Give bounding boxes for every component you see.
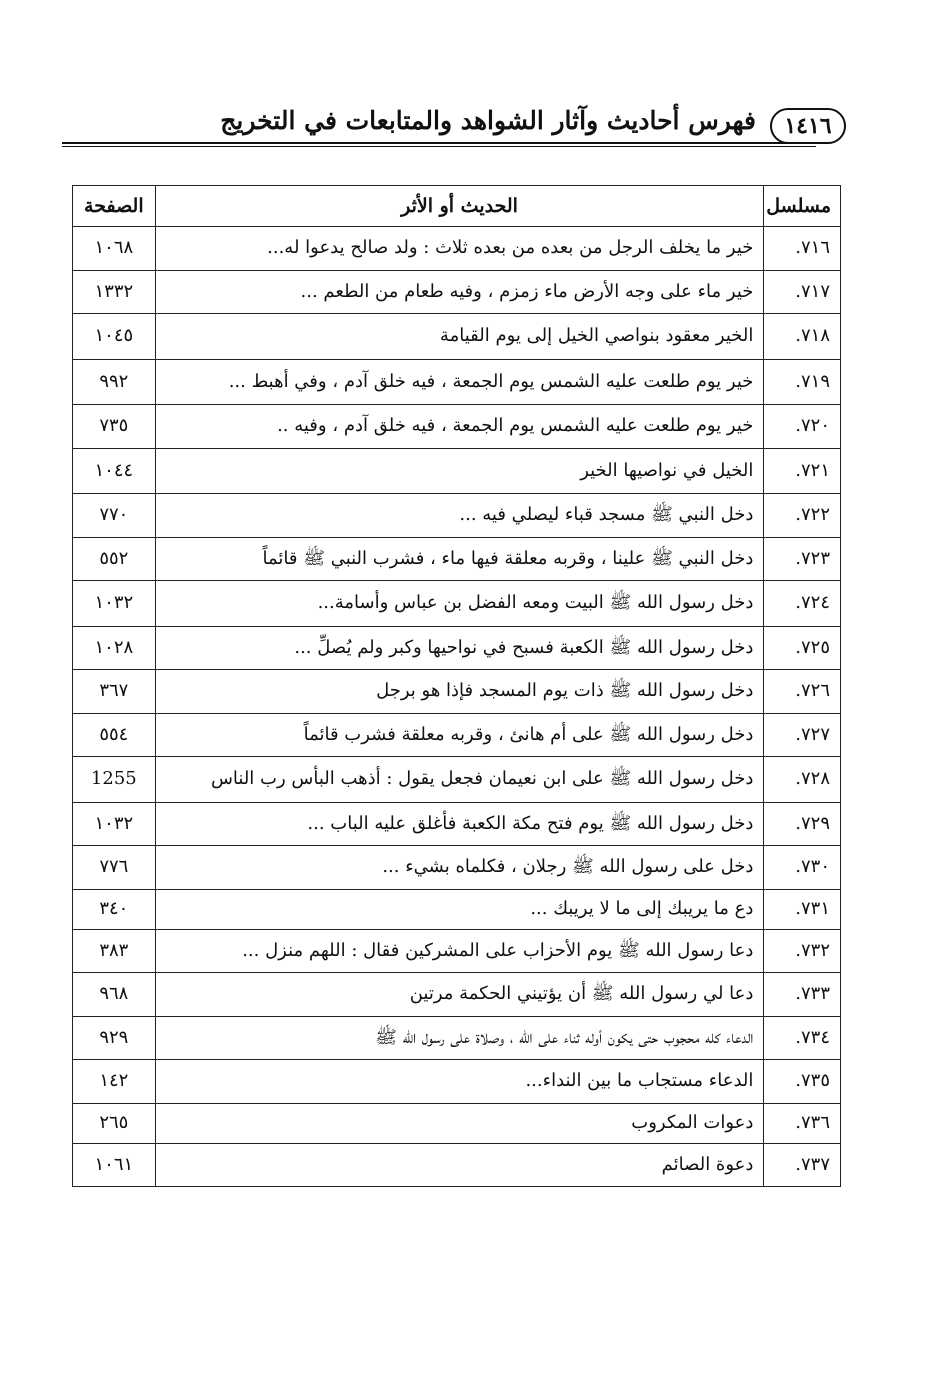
column-header-page: الصفحة xyxy=(73,186,156,227)
row-serial: ٧٢٦. xyxy=(764,670,841,714)
page-title: فهرس أحاديث وآثار الشواهد والمتابعات في التخريج xyxy=(220,106,756,135)
row-serial: ٧٢٣. xyxy=(764,537,841,581)
row-page: ١٠٤٤ xyxy=(73,448,156,494)
row-text: دعوة الصائم xyxy=(155,1143,764,1187)
row-page: ١٠٦٨ xyxy=(73,227,156,271)
row-serial: ٧٢٤. xyxy=(764,581,841,627)
row-page: 1255 xyxy=(73,757,156,803)
row-serial: ٧٢٧. xyxy=(764,713,841,757)
table-header-row xyxy=(73,186,841,227)
row-text: خير ما يخلف الرجل من بعده من بعده ثلاث : ولد صالح يدعوا له... xyxy=(155,227,764,271)
column-header-serial: مسلسل xyxy=(764,186,841,227)
row-text: دخل النبي ﷺ علينا ، وقربه معلقة فيها ماء ، فشرب النبي ﷺ قائماً xyxy=(155,537,764,581)
row-page: ١٠٢٨ xyxy=(73,626,156,670)
row-page: ٩٩٢ xyxy=(73,359,156,405)
table-row xyxy=(73,626,841,670)
row-page: ١٠٤٥ xyxy=(73,314,156,360)
table-row xyxy=(73,270,841,314)
row-serial: ٧٣٢. xyxy=(764,929,841,973)
row-page: ٢٦٥ xyxy=(73,1103,156,1143)
table-row xyxy=(73,494,841,538)
row-serial: ٧٣٥. xyxy=(764,1060,841,1104)
page-header xyxy=(62,100,846,152)
row-serial: ٧٢٨. xyxy=(764,757,841,803)
row-serial: ٧١٩. xyxy=(764,359,841,405)
table-row xyxy=(73,448,841,494)
row-page: ٧٧٠ xyxy=(73,494,156,538)
table-row xyxy=(73,1016,841,1060)
table-row xyxy=(73,405,841,449)
table-row xyxy=(73,581,841,627)
row-page: ٧٣٥ xyxy=(73,405,156,449)
row-text: خير يوم طلعت عليه الشمس يوم الجمعة ، فيه خلق آدم ، وفيه .. xyxy=(155,405,764,449)
row-page: ٣٤٠ xyxy=(73,889,156,929)
row-page: ١٠٦١ xyxy=(73,1143,156,1187)
table-row xyxy=(73,670,841,714)
page-number: ١٤١٦ xyxy=(770,108,846,144)
hadith-index-table xyxy=(72,185,841,1187)
row-serial: ٧٢٢. xyxy=(764,494,841,538)
table-row xyxy=(73,802,841,846)
row-page: ٩٦٨ xyxy=(73,973,156,1017)
row-text: دخل النبي ﷺ مسجد قباء ليصلي فيه ... xyxy=(155,494,764,538)
row-serial: ٧١٧. xyxy=(764,270,841,314)
row-text: دعا رسول الله ﷺ يوم الأحزاب على المشركين فقال : اللهم منزل ... xyxy=(155,929,764,973)
row-text: خير يوم طلعت عليه الشمس يوم الجمعة ، فيه خلق آدم ، وفي أهبط ... xyxy=(155,359,764,405)
row-text: دخل رسول الله ﷺ الكعبة فسبح في نواحيها وكبر ولم يُصلِّ ... xyxy=(155,626,764,670)
row-text: الدعاء كله محجوب حتى يكون أوله ثناء على الله ، وصلاة على رسول الله ﷺ xyxy=(155,1016,764,1060)
row-page: ٣٨٣ xyxy=(73,929,156,973)
row-text: دخل رسول الله ﷺ على أم هانئ ، وقربه معلقة فشرب قائماً xyxy=(155,713,764,757)
table-row xyxy=(73,537,841,581)
table-row xyxy=(73,359,841,405)
row-serial: ٧١٨. xyxy=(764,314,841,360)
table-row xyxy=(73,973,841,1017)
column-header-text: الحديث أو الأثر xyxy=(155,186,764,227)
row-serial: ٧٣٣. xyxy=(764,973,841,1017)
row-text: دخل رسول الله ﷺ على ابن نعيمان فجعل يقول : أذهب البأس رب الناس xyxy=(155,757,764,803)
table-row xyxy=(73,314,841,360)
table-row xyxy=(73,713,841,757)
row-page: ٥٥٤ xyxy=(73,713,156,757)
table-row xyxy=(73,1060,841,1104)
row-serial: ٧٢١. xyxy=(764,448,841,494)
row-page: ١٠٣٢ xyxy=(73,581,156,627)
table-row xyxy=(73,1103,841,1143)
row-page: ٣٦٧ xyxy=(73,670,156,714)
row-text: دخل رسول الله ﷺ ذات يوم المسجد فإذا هو برجل xyxy=(155,670,764,714)
row-serial: ٧٣٤. xyxy=(764,1016,841,1060)
row-text: دخل رسول الله ﷺ يوم فتح مكة الكعبة فأغلق عليه الباب ... xyxy=(155,802,764,846)
row-serial: ٧٣٠. xyxy=(764,846,841,890)
row-serial: ٧٢٥. xyxy=(764,626,841,670)
row-serial: ٧٢٩. xyxy=(764,802,841,846)
row-text: الخير معقود بنواصي الخيل إلى يوم القيامة xyxy=(155,314,764,360)
row-text: دع ما يريبك إلى ما لا يريبك ... xyxy=(155,889,764,929)
row-text: خير ماء على وجه الأرض ماء زمزم ، وفيه طعام من الطعم ... xyxy=(155,270,764,314)
row-text: دخل رسول الله ﷺ البيت ومعه الفضل بن عباس وأسامة... xyxy=(155,581,764,627)
row-page: ٧٧٦ xyxy=(73,846,156,890)
table-row xyxy=(73,889,841,929)
table-row xyxy=(73,846,841,890)
row-text: الدعاء مستجاب ما بين النداء... xyxy=(155,1060,764,1104)
row-serial: ٧٣٦. xyxy=(764,1103,841,1143)
row-serial: ٧١٦. xyxy=(764,227,841,271)
row-serial: ٧٣١. xyxy=(764,889,841,929)
row-page: ١٣٣٢ xyxy=(73,270,156,314)
row-page: ٩٢٩ xyxy=(73,1016,156,1060)
row-serial: ٧٣٧. xyxy=(764,1143,841,1187)
row-text: الخيل في نواصيها الخير xyxy=(155,448,764,494)
row-page: ١٠٣٢ xyxy=(73,802,156,846)
table-row xyxy=(73,227,841,271)
table-row xyxy=(73,1143,841,1187)
row-page: ٥٥٢ xyxy=(73,537,156,581)
row-text: دخل على رسول الله ﷺ رجلان ، فكلماه بشيء ... xyxy=(155,846,764,890)
table-row xyxy=(73,757,841,803)
header-rule xyxy=(62,142,816,147)
row-text: دعا لي رسول الله ﷺ أن يؤتيني الحكمة مرتين xyxy=(155,973,764,1017)
row-text: دعوات المكروب xyxy=(155,1103,764,1143)
row-page: ١٤٢ xyxy=(73,1060,156,1104)
table-row xyxy=(73,929,841,973)
row-serial: ٧٢٠. xyxy=(764,405,841,449)
